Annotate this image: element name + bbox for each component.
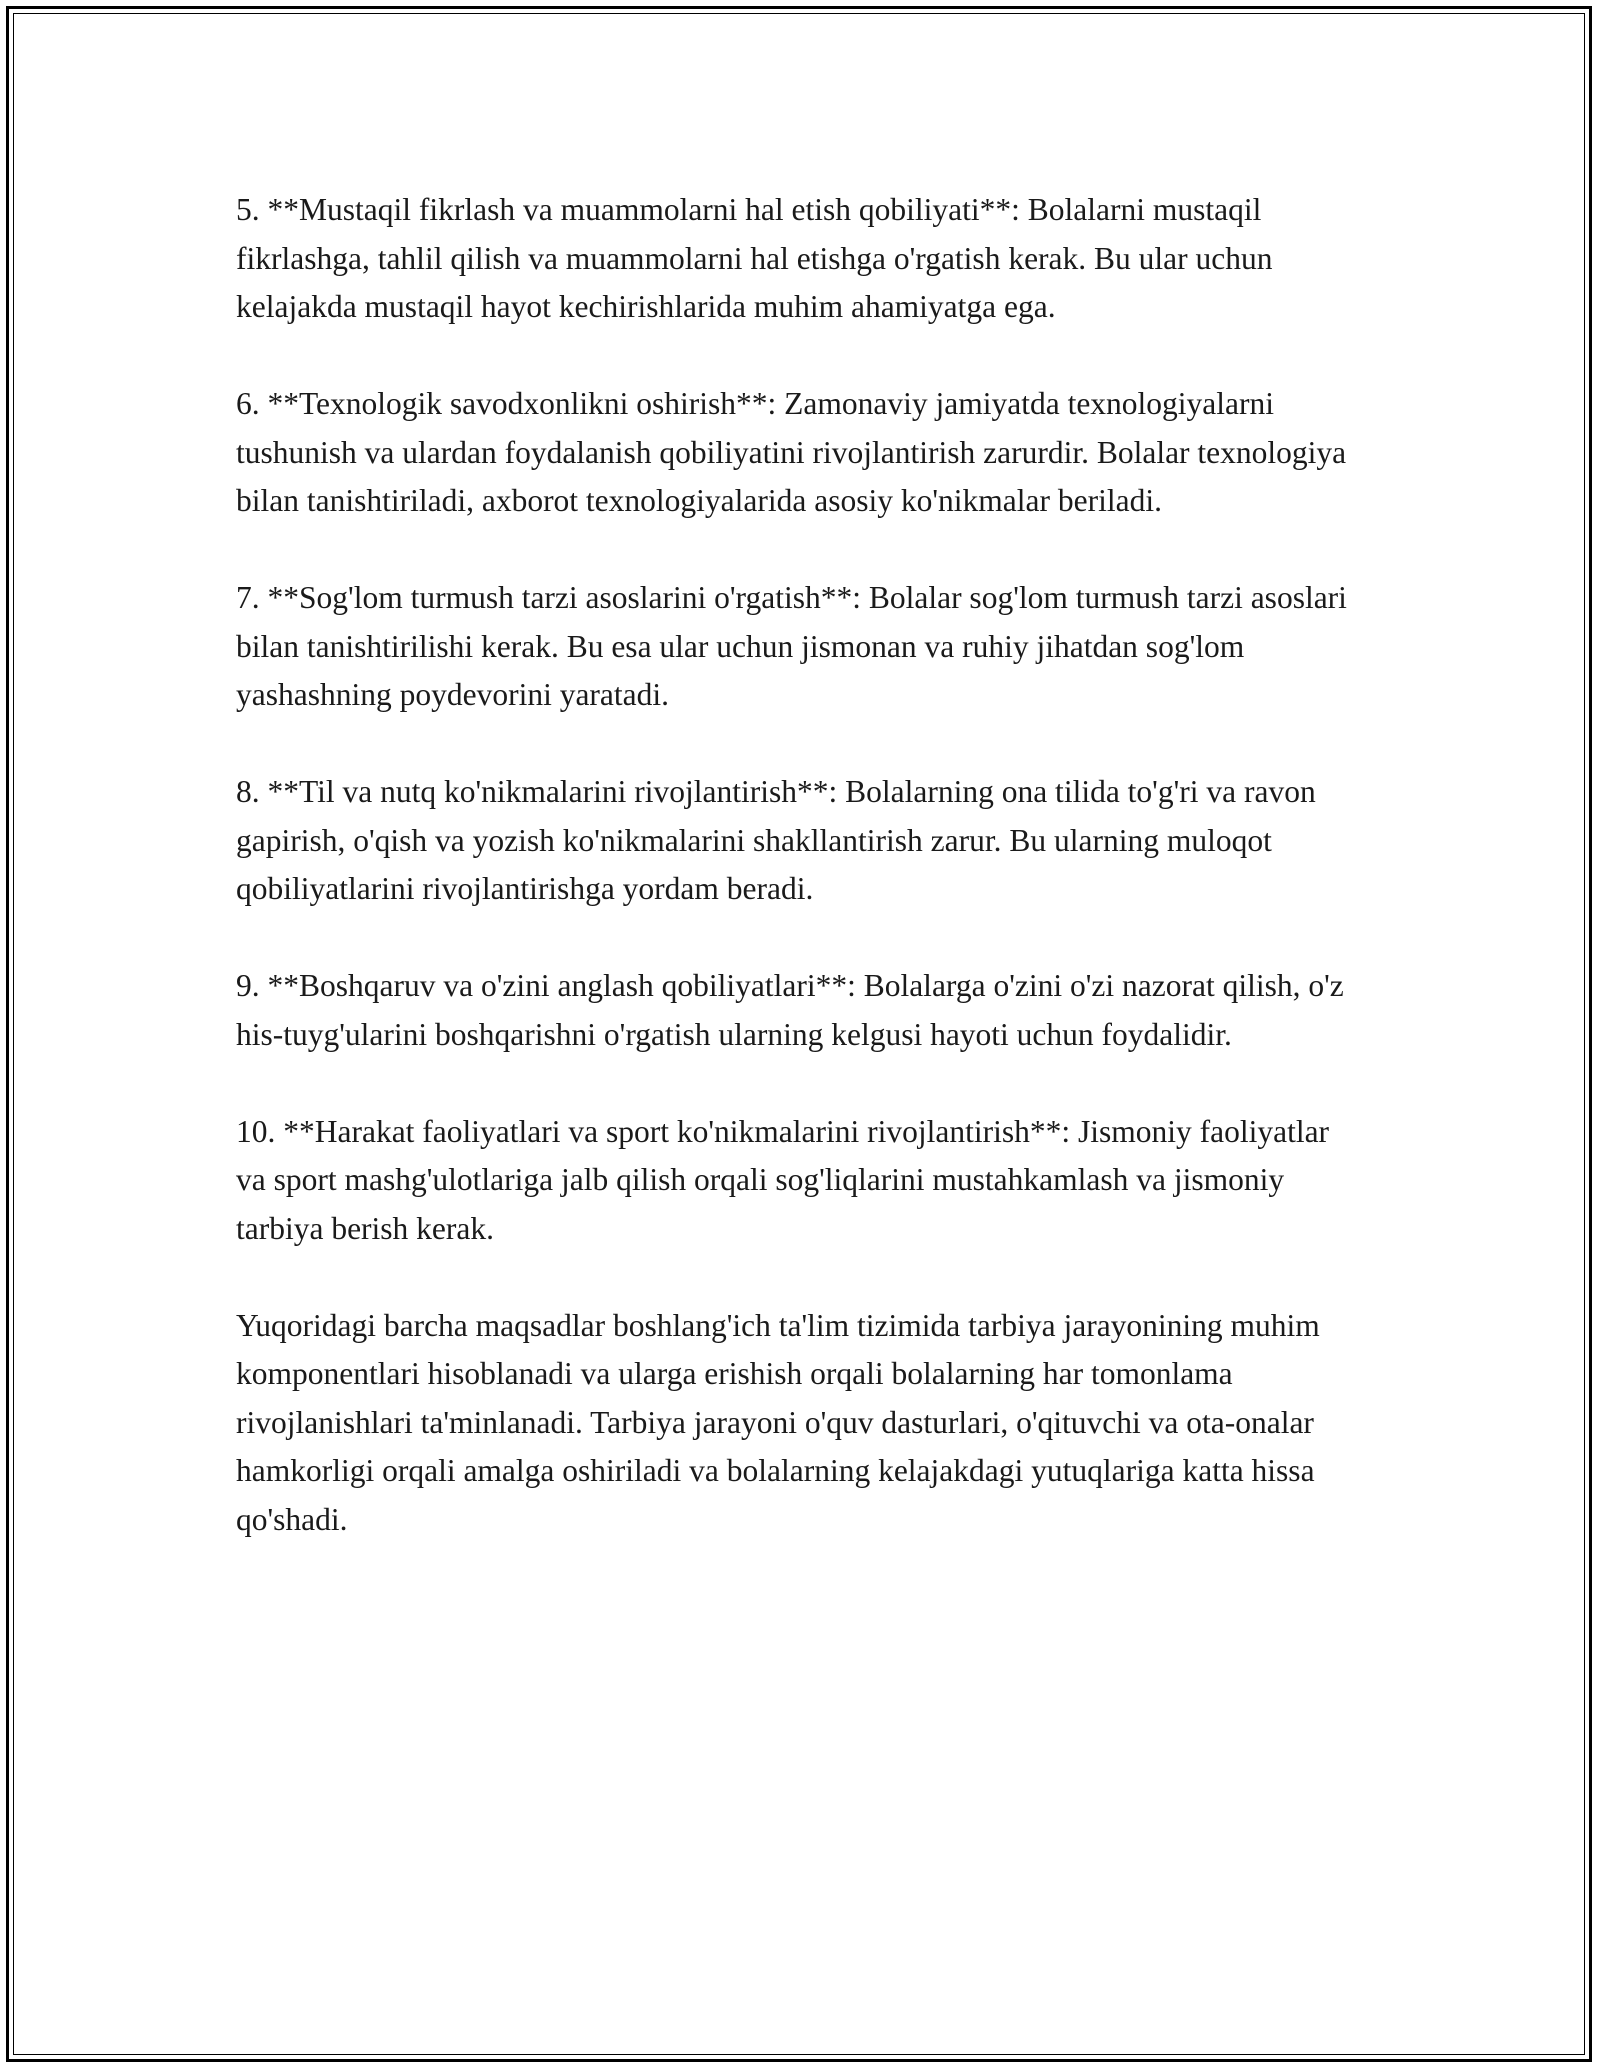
paragraph-item-9: 9. **Boshqaruv va o'zini anglash qobiliyatlari**: Bolalarga o'zini o'zi nazorat qilish, o'z his-tuyg'ularini boshqarishni o'rgatish ularning kelgusi hayoti uchun foydalidir. (236, 968, 1344, 1052)
paragraph-item-7: 7. **Sog'lom turmush tarzi asoslarini o'rgatish**: Bolalar sog'lom turmush tarzi asoslari bilan tanishtirilishi kerak. Bu esa ular uchun jismonan va ruhiy jihatdan sog'lom yashashning poydevorini yaratadi. (236, 580, 1347, 712)
paragraph-item-5: 5. **Mustaqil fikrlash va muammolarni hal etish qobiliyati**: Bolalarni mustaqil fikrlashga, tahlil qilish va muammolarni hal etishga o'rgatish kerak. Bu ular uchun kelajakda mustaqil hayot kechirishlarida muhim ahamiyatga ega. (236, 192, 1273, 324)
paragraph-conclusion: Yuqoridagi barcha maqsadlar boshlang'ich ta'lim tizimida tarbiya jarayonining muhim komponentlari hisoblanadi va ularga erishish orqali bolalarning har tomonlama rivojlanishlari ta'minlanadi. Tarbiya jarayoni o'quv dasturlari, o'qituvchi va ota-onalar hamkorligi orqali amalga oshiriladi va bolalarning kelajakdagi yutuqlariga katta hissa qo'shadi. (236, 1307, 1320, 1537)
paragraph-item-8: 8. **Til va nutq ko'nikmalarini rivojlantirish**: Bolalarning ona tilida to'g'ri va ravon gapirish, o'qish va yozish ko'nikmalarini shakllantirish zarur. Bu ularning muloqot qobiliyatlarini rivojlantirishga yordam beradi. (236, 774, 1316, 906)
paragraph-item-10: 10. **Harakat faoliyatlari va sport ko'nikmalarini rivojlantirish**: Jismoniy faoliyatlar va sport mashg'ulotlariga jalb qilish orqali sog'liqlarini mustahkamlash va jismoniy tarbiya berish kerak. (236, 1113, 1330, 1246)
paragraph-item-6: 6. **Texnologik savodxonlikni oshirish**: Zamonaviy jamiyatda texnologiyalarni tushunish va ulardan foydalanish qobiliyatini rivojlantirish zarurdir. Bolalar texnologiya bilan tanishtiriladi, axborot texnologiyalarida asosiy ko'nikmalar beriladi. (236, 386, 1347, 518)
document-body (236, 186, 1366, 1593)
